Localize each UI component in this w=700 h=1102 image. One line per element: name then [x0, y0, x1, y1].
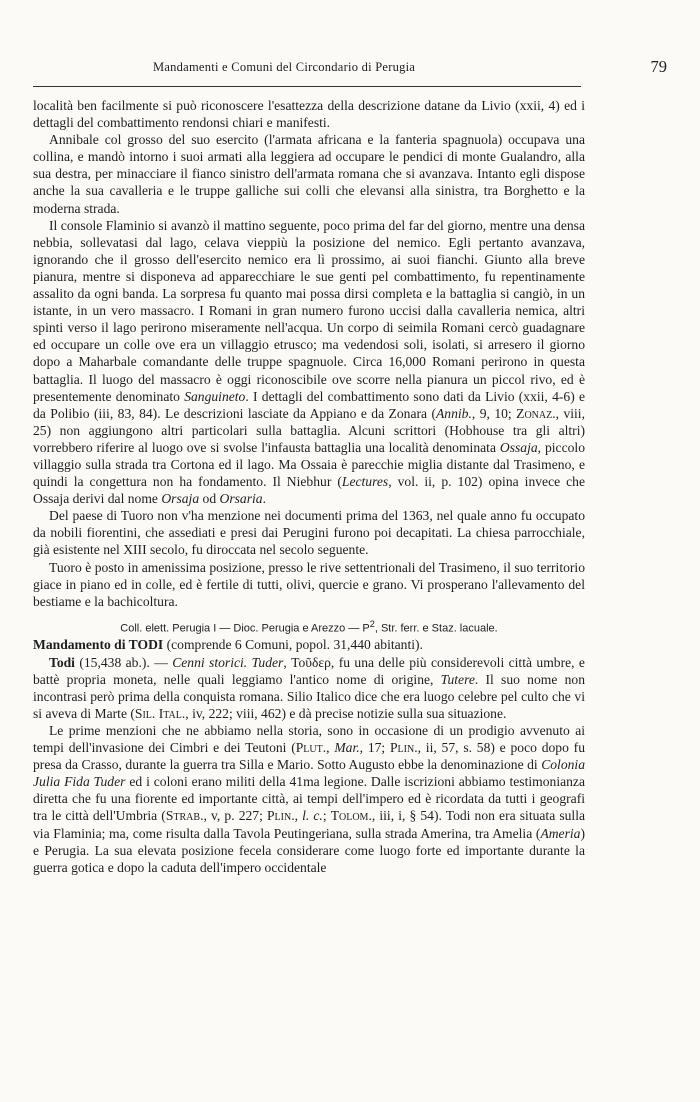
section-title: Mandamento di TODI	[33, 637, 164, 653]
page-number: 79	[650, 57, 667, 76]
paragraph-annibale: Annibale col grosso del suo esercito (l'armata africana e la fanteria spagnuola) occupava una collina, e mandò intorno i suoi armati alla leggiera ad occupare le pendici di monte Gualandro, alla sua destra, per minacciare il fianco sinistro dell'armata romana che si avanzava. Intanto egli dispose anche la sua cavalleria e le truppe galliche sui colli che elevansi alla sinistra, tra Borghetto e la moderna strada.	[33, 132, 585, 216]
page-body	[33, 97, 585, 876]
paragraph-todi-intro: Todi (15,438 ab.). — Cenni storici. Tuder, Τοῦδερ, fu una delle più considerevoli città umbre, e battè propria moneta, nelle quali leggiamo l'antico nome di origine, Tutere. Il suo nome non incontrasi però prima della conquista romana. Silio Italico dice che era luogo celebre pel culto che vi si aveva di Marte (Sil. Ital., iv, 222; viii, 462) e dà precise notizie sulla sua situazione.	[33, 654, 585, 721]
running-head: Mandamenti e Comuni del Circondario di Perugia	[153, 60, 416, 74]
paragraph-tuoro-history: Del paese di Tuoro non v'ha menzione nei documenti prima del 1363, nel quale anno fu occupato da nobili fiorentini, che assediati e presi dai Perugini furono poi decapitati. La chiesa parrocchiale, già esistente nel XIII secolo, fu diroccata nel secolo seguente.	[33, 508, 585, 558]
paragraph-tuoro-description: Tuoro è posto in amenissima posizione, presso le rive settentrionali del Trasimeno, il suo territorio giace in piano ed in colle, ed è fertile di tutti, olivi, quercie e grano. Vi prosperano l'allevamento del bestiame e la bachicoltura.	[33, 559, 585, 609]
page-header	[33, 57, 667, 81]
header-rule	[33, 86, 581, 87]
paragraph-flaminio: Il console Flaminio si avanzò il mattino seguente, poco prima del far del giorno, mentre una densa nebbia, sollevatasi dal lago, celava vieppiù la posizione del nemico. Egli pertanto avanzava, ignorando che il grosso dell'esercito nemico era lì prossimo, ai suoi fianchi. Giunto alla breve pianura, mentre si disponeva ad apparecchiare le sue genti pel combattimento, fu repentinamente assalito da ogni banda. La sorpresa fu quanto mai possa dirsi completa e la battaglia si cangiò, in un istante, in un vero massacro. I Romani in gran numero furono uccisi dalla cavalleria nemica, altri spinti verso il lago perirono miseramente nell'acqua. Un corpo di seimila Romani cercò guadagnare ed occupare un colle ove era un villaggio etrusco; ma vedendosi soli, isolati, si arresero il giorno dopo a Maharbale comandante delle truppe spagnuole. Circa 16,000 Romani perirono in questa battaglia. Il luogo del massacro è oggi riconoscibile ove scorre nella pianura un piccol rivo, ed è presentemente denominato Sanguineto. I dettagli del combattimento sono dati da Livio (xxii, 4-6) e da Polibio (iii, 83, 84). Le descrizioni lasciate da Appiano e da Zonara (Annib., 9, 10; Zonaz., viii, 25) non aggiungono altri particolari sulla battaglia. Alcuni scrittori (Hobhouse tra gli altri) vorrebbero riferire al luogo ove si svolse l'infausta battaglia una località denominata Ossaja, piccolo villaggio sulla strada tra Cortona ed il lago. Ma Ossaia è parecchie miglia distante dal Trasimeno, e quindi la congettura non ha fondamento. Il Niebhur (Lectures, vol. ii, p. 102) opina invece che Ossaja derivi dal nome Orsaja od Orsaria.	[33, 217, 586, 507]
section-heading-todi: Mandamento di TODI (comprende 6 Comuni, popol. 31,440 abitanti).	[33, 637, 423, 653]
administrative-info: Coll. elett. Perugia I — Dioc. Perugia e Arezzo — $P^2$, Str. ferr. e Staz. lacuale.	[120, 618, 498, 635]
paragraph-livio-continuation: località ben facilmente si può riconoscere l'esattezza della descrizione datane da Livio (xxii, 4) ed i dettagli del combattimento rendonsi chiari e manifesti.	[33, 98, 585, 131]
paragraph-todi-history: Le prime menzioni che ne abbiamo nella storia, sono in occasione di un prodigio avvenuto ai tempi dell'invasione dei Cimbri e dei Teutoni (Plut., Mar., 17; Plin., ii, 57, s. 58) e poco dopo fu presa da Crasso, durante la guerra tra Silla e Mario. Sotto Augusto ebbe la denominazione di Colonia Julia Fida Tuder ed i coloni erano militi della 41ma legione. Dalle iscrizioni abbiamo testimonianza diretta che fu una fiorente ed importante città, ai tempi dell'impero ed è ricordata da tutti i geografi tra le città dell'Umbria (Strab., v, p. 227; Plin., l. c.; Tolom., iii, i, § 54). Todi non era situata sulla via Flaminia; ma, come risulta dalla Tavola Peutingeriana, sulla strada Amerina, tra Amelia (Ameria) e Perugia. La sua elevata posizione fecela considerare come luogo forte ed importante durante la guerra gotica e dopo la caduta dell'impero occidentale	[33, 722, 586, 875]
